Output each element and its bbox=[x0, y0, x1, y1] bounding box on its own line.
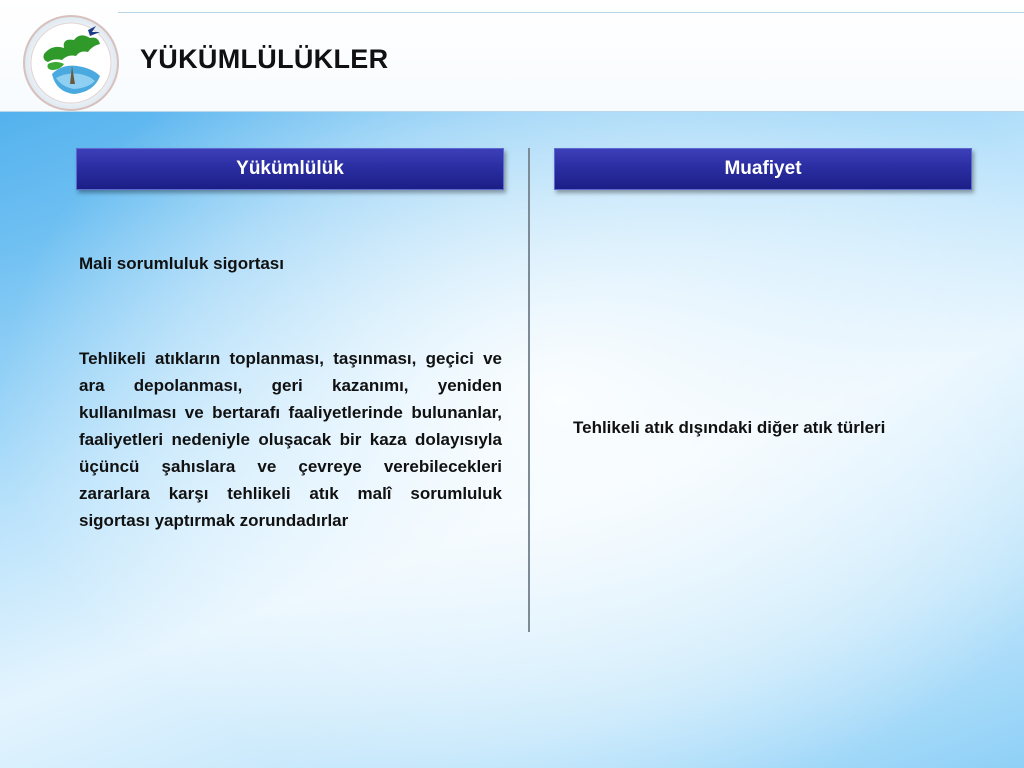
header-top-rule bbox=[118, 12, 1024, 13]
column-header-exemption: Muafiyet bbox=[554, 148, 972, 190]
exemption-item-1: Tehlikeli atık dışındaki diğer atık türleri bbox=[573, 418, 886, 437]
header-bottom-rule bbox=[0, 111, 1024, 112]
obligation-item-1: Mali sorumluluk sigortası bbox=[79, 254, 284, 273]
environment-ministry-logo-icon bbox=[22, 14, 120, 112]
slide-title: YÜKÜMLÜLÜKLER bbox=[140, 44, 389, 74]
column-header-obligation: Yükümlülük bbox=[76, 148, 504, 190]
column-divider bbox=[528, 148, 530, 632]
obligation-item-2: Tehlikeli atıkların toplanması, taşınması, geçici ve ara depolanması, geri kazanımı, yeniden kullanılması ve bertarafı faaliyetlerinde bulunanlar, faaliyetleri nedeniyle oluşacak bir kaza dolayısıyla üçüncü şahıslara ve çevreye verebilecekleri zararlara karşı tehlikeli atık malî sorumluluk sigortası yaptırmak zorundadırlar bbox=[79, 349, 502, 530]
